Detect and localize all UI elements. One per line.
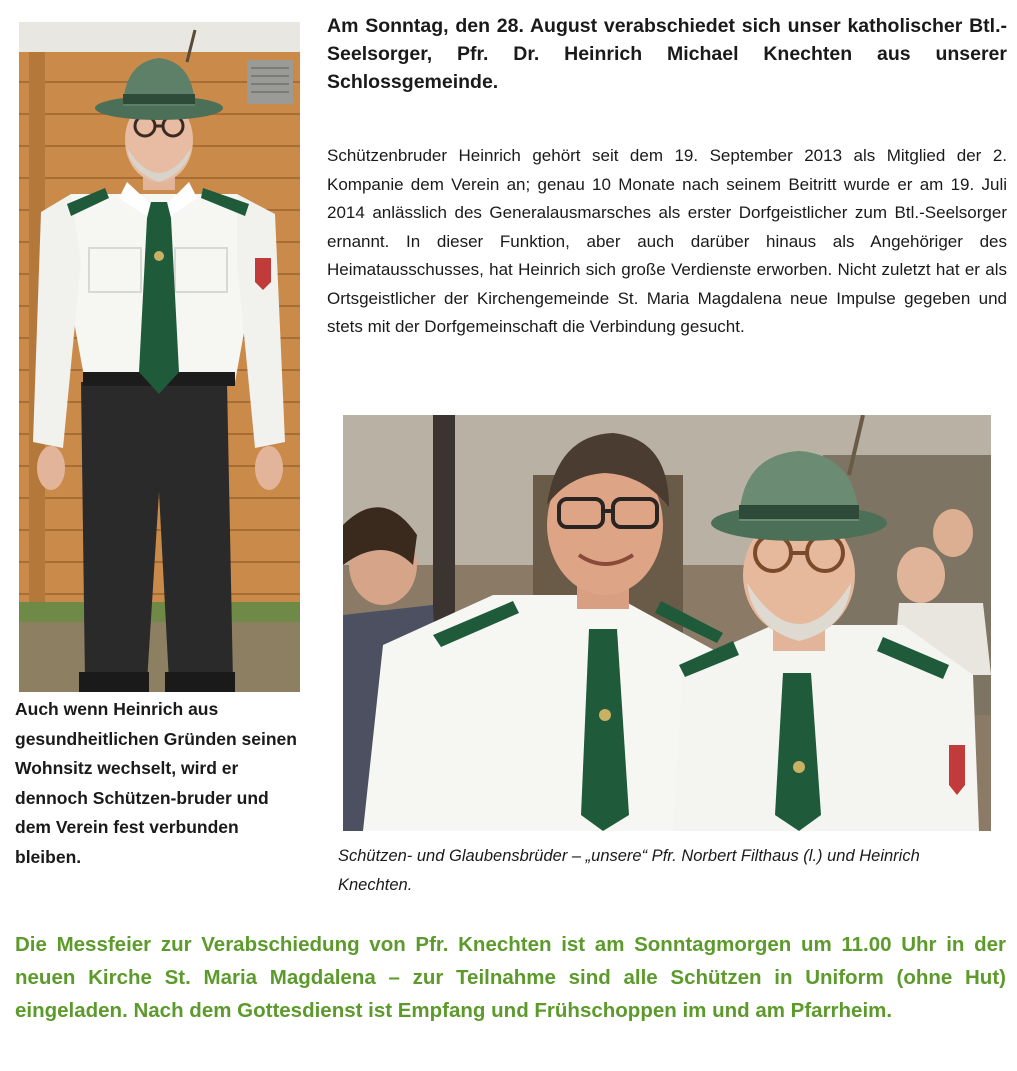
photo-two-priests bbox=[343, 415, 991, 831]
mass-announcement: Die Messfeier zur Verabschiedung von Pfr. Knechten ist am Sonntagmorgen um 11.00 Uhr in der neuen Kirche St. Maria Magdalena – zur Teilnahme sind alle Schützen in Uniform (ohne Hut) eingeladen. Nach dem Gottesdienst ist Empfang und Frühschoppen im und am Pfarrheim. bbox=[15, 933, 1006, 1022]
photo-heinrich-standing bbox=[19, 22, 300, 692]
article-body: Schützenbruder Heinrich gehört seit dem 19. September 2013 als Mitglied der 2. Kompanie dem Verein an; genau 10 Monate nach seinem Beitritt wurde er am 19. Juli 2014 anlässlich des Generalausmarsches als erster Dorfgeistlicher zum Btl.-Seelsorger ernannt. In dieser Funktion, aber auch darüber hinaus als Angehöriger des Heimatausschusses, hat Heinrich sich große Verdienste erworben. Nicht zuletzt hat er als Ortsgeistlicher der Kirchengemeinde St. Maria Magdalena neue Impulse gegeben und stets mit der Dorfgemeinschaft die Verbindung gesucht. bbox=[327, 146, 1007, 336]
article-headline: Am Sonntag, den 28. August verabschiedet sich unser katholischer Btl.-Seelsorger, Pfr. Dr. Heinrich Michael Knechten aus unserer Schlossgemeinde. bbox=[327, 15, 1007, 93]
photo-left-caption: Auch wenn Heinrich aus gesundheitlichen Gründen seinen Wohnsitz wechselt, wird er dennoch Schützen-bruder und dem Verein fest verbunden bleiben. bbox=[15, 699, 297, 867]
photo-right-caption: Schützen- und Glaubensbrüder – „unsere“ Pfr. Norbert Filthaus (l.) und Heinrich Knechten. bbox=[338, 847, 920, 894]
